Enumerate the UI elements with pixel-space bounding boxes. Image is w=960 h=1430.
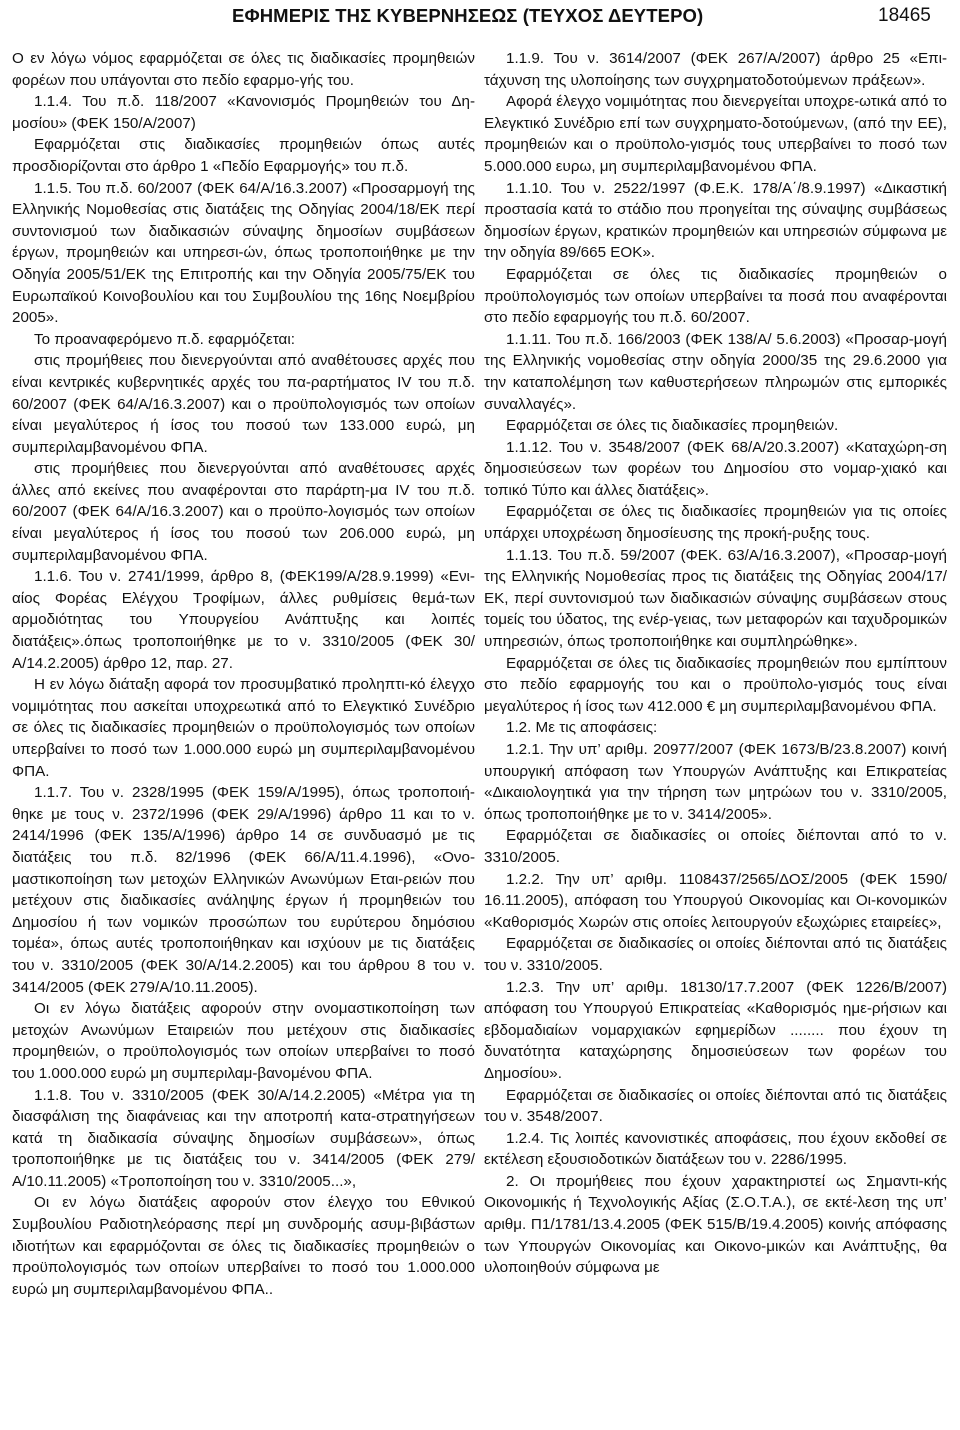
paragraph: Οι εν λόγω διατάξεις αφορούν στον έλεγχο του Εθνικού Συμβουλίου Ραδιοτηλεόρασης περί μη συνδρομής ασυμ-βιβάστων ιδιοτήτων και εφαρμόζονται σε όλες τις διαδικασίες προμηθειών ο προϋπολογισμός των οποίων υπερβαίνει το ποσό του 1.000.000 ευρώ μη συμπεριλαμβανομένου ΦΠΑ.. [12,1194,475,1298]
paragraph: 1.2.3. Την υπ’ αριθμ. 18130/17.7.2007 (ΦΕΚ 1226/Β/2007) απόφαση του Υπουργού Επικρατείας «Καθορισμός ημε-ρήσιων και εβδομαδιαίων νομαρχιακών εφημερίδων ........ που έχουν τη δυνατότητα καταχώρησης δημοσιεύσεων των φορέων του Δημοσίου». [484,978,947,1082]
right-column [484,48,947,1279]
paragraph: 1.2. Με τις αποφάσεις: [506,719,658,737]
paragraph: Εφαρμόζεται σε διαδικασίες οι οποίες διέπονται από το ν. 3310/2005. [484,827,947,866]
paragraph: Εφαρμόζεται σε όλες τις διαδικασίες προμηθειών για τις οποίες υπάρχει υποχρέωση δημοσίευσης της προκή-ρυξης τους. [484,503,947,543]
left-column [12,48,475,1300]
paragraph: 1.1.10. Του ν. 2522/1997 (Φ.Ε.Κ. 178/Α΄/8.9.1997) «Δικαστική προστασία κατά το στάδιο που προηγείται της σύναψης συμβάσεως δημοσίων έργων, κρατικών προμηθειών και υπηρεσιών σύμφωνα με την οδηγία 89/665 ΕΟΚ». [484,179,947,262]
paragraph: 1.2.4. Τις λοιπές κανονιστικές αποφάσεις, που έχουν εκδοθεί σε εκτέλεση εξουσιοδοτικών διατάξεων του ν. 2286/1995. [484,1129,947,1169]
paragraph: Εφαρμόζεται σε διαδικασίες οι οποίες διέπονται από τις διατάξεις του ν. 3310/2005. [484,935,947,974]
paragraph: 1.1.12. Του ν. 3548/2007 (ΦΕΚ 68/Α/20.3.2007) «Καταχώρη-ση δημοσιεύσεων των φορέων του Δημοσίου στο νομαρ-χιακό και τοπικό Τύπο και άλλες διατάξεις». [484,438,947,499]
paragraph: 1.1.7. Του ν. 2328/1995 (ΦΕΚ 159/Α/1995), όπως τροποποιή-θηκε με τους ν. 2372/1996 (ΦΕΚ 29/Α/1996) άρθρο 11 και το ν. 2414/1996 (ΦΕΚ 135/Α/1996) άρθρο 14 σε συνδυασμό με τις διατάξεις του π.δ. 82/1996 (ΦΕΚ 66/Α/11.4.1996), «Ονο-μαστικοποίηση των μετοχών Ελληνικών Ανωνύμων Εται-ρειών που μετέχουν στις διαδικασίες ανάληψης έργων ή προμηθειών του Δημοσίου ή των νομικών προσώπων του ευρύτερου δημόσιου τομέα», όπως αυτές τροποποιήθηκαν και ισχύουν με τις διατάξεις του ν. 3310/2005 (ΦΕΚ 30/Α/14.2.2005) και του άρθρου 8 του ν. 3414/2005 (ΦΕΚ 279/Α/10.11.2005). [12,784,475,996]
paragraph: 1.1.9. Του ν. 3614/2007 (ΦΕΚ 267/Α/2007) άρθρο 25 «Επι-τάχυνση της υλοποίησης των συγχρηματοδοτούμενων πράξεων». [484,50,947,89]
paragraph: στις προμήθειες που διενεργούνται από αναθέτουσες αρχές άλλες από εκείνες που αναφέρονται στο παράρτη-μα IV του π.δ. 60/2007 (ΦΕΚ 64/Α/16.3.2007) και ο προϋπο-λογισμός των οποίων είναι μεγαλύτερος ή ίσος του ποσού των 206.000 ευρώ, μη συμπεριλαμβανομένου ΦΠΑ. [12,460,475,564]
paragraph: 1.1.4. Του π.δ. 118/2007 «Κανονισμός Προμηθειών του Δη-μοσίου» (ΦΕΚ 150/Α/2007) [12,93,475,132]
paragraph: 1.1.8. Του ν. 3310/2005 (ΦΕΚ 30/Α/14.2.2005) «Μέτρα για τη διασφάλιση της διαφάνειας και την αποτροπή κατα-στρατηγήσεων κατά τη διαδικασία σύναψης δημοσίων συμβάσεων», όπως τροποποιήθηκε με τις διατάξεις του ν. 3414/2005 (ΦΕΚ 279/Α/10.11.2005) «Τροποποίηση του ν. 3310/2005...», [12,1086,475,1190]
paragraph: στις προμήθειες που διενεργούνται από αναθέτουσες αρχές που είναι κεντρικές κυβερνητικές αρχές του πα-ραρτήματος IV του π.δ. 60/2007 (ΦΕΚ 64/Α/16.3.2007) και ο προϋπολογισμός των οποίων είναι μεγαλύτερος ή ίσος του ποσού των 133.000 ευρώ, μη συμπεριλαμβανομένου ΦΠΑ. [12,352,475,456]
paragraph: Εφαρμόζεται στις διαδικασίες προμηθειών όπως αυτές προσδιορίζονται στο άρθρο 1 «Πεδίο Εφαρμογής» του π.δ. [12,136,475,175]
page-number: 18465 [878,5,931,26]
paragraph: Εφαρμόζεται σε όλες τις διαδικασίες προμηθειών που εμπίπτουν στο πεδίο εφαρμογής του και ο προϋπολο-γισμός τους είναι μεγαλύτερος ή ίσος των 412.000 € μη συμπεριλαμβανομένου ΦΠΑ. [484,654,947,715]
paragraph: Το προαναφερόμενο π.δ. εφαρμόζεται: [34,330,295,348]
paragraph: Εφαρμόζεται σε όλες τις διαδικασίες προμηθειών. [506,417,839,435]
paragraph: Η εν λόγω διάταξη αφορά τον προσυμβατικό προληπτι-κό έλεγχο νομιμότητας που ασκείται υποχρεωτικά από το Ελεγκτικό Συνέδριο σε όλες τις διαδικασίες προμηθειών ο προϋπολογισμός των οποίων υπερβαίνει το ποσό των 1.000.000 ευρώ μη συμπεριλαμβανομένου ΦΠΑ. [12,676,475,780]
paragraph: 1.2.1. Την υπ’ αριθμ. 20977/2007 (ΦΕΚ 1673/Β/23.8.2007) κοινή υπουργική απόφαση των Υπουργών Ανάπτυξης και Επικρατείας «Δικαιολογητικά για την τήρηση των μητρώων του ν. 3310/2005, όπως τροποποιήθηκε με το ν. 3414/2005». [484,741,947,823]
paragraph: 1.1.6. Του ν. 2741/1999, άρθρο 8, (ΦΕΚ199/Α/28.9.1999) «Ενι-αίος Φορέας Ελέγχου Τροφίμων, άλλες ρυθμίσεις θεμά-των αρμοδιότητας του Υπουργείου Ανάπτυξης και λοιπές διατάξεις».όπως τροποποιήθηκε με το ν. 3310/2005 (ΦΕΚ 30/Α/14.2.2005) άρθρο 12, παρ. 27. [12,568,475,672]
paragraph: Εφαρμόζεται σε διαδικασίες οι οποίες διέπονται από τις διατάξεις του ν. 3548/2007. [484,1086,947,1126]
paragraph: Οι εν λόγω διατάξεις αφορούν στην ονομαστικοποίηση των μετοχών Ανωνύμων Εταιρειών που μετέχουν στις διαδικασίες προμηθειών, ο προϋπολογισμός των οποίων υπερβαίνει το ποσό του 1.000.000 ευρώ μη συμπεριλαμ-βανομένου ΦΠΑ. [12,1000,475,1082]
paragraph: Αφορά έλεγχο νομιμότητας που διενεργείται υποχρε-ωτικά από το Ελεγκτικό Συνέδριο επί των συγχρηματο-δοτούμενων, (από την ΕΕ), προμηθειών και ο προϋπολο-γισμός τους υπερβαίνει το ποσό των 5.000.000 ευρω, μη συμπεριλαμβανομένου ΦΠΑ. [484,93,947,175]
paragraph: 1.1.13. Του π.δ. 59/2007 (ΦΕΚ. 63/Α/16.3.2007), «Προσαρ-μογή της Ελληνικής Νομοθεσίας προς τις διατάξεις της Οδηγίας 2004/17/ΕΚ, περί συντονισμού των διαδικασιών σύναψης συμβάσεων στους τομείς του ύδατος, της ενέρ-γειας, των μεταφορών και ταχυδρομικών υπηρεσιών, όπως τροποποιήθηκε και συμπληρώθηκε». [484,546,947,651]
paragraph: 1.1.11. Του π.δ. 166/2003 (ΦΕΚ 138/Α/ 5.6.2003) «Προσαρ-μογή της Ελληνικής νομοθεσίας στην οδηγία 2000/35 της 29.6.2000 για την καταπολέμηση των καθυστερήσεων πληρωμών στις εμπορικές συναλλαγές». [484,330,947,413]
page-header [0,0,960,46]
paragraph: 2. Οι προμήθειες που έχουν χαρακτηριστεί ως Σημαντι-κής Οικονομικής ή Τεχνολογικής Αξίας (Σ.Ο.Τ.Α.), σε εκτέ-λεση της υπ’ αριθμ. Π1/1781/13.4.2005 (ΦΕΚ 515/Β/19.4.2005) κοινής απόφασης των Υπουργών Οικονομίας και Οικονο-μικών και Ανάπτυξης, θα υλοποιηθούν σύμφωνα με [484,1172,947,1277]
gazette-title: ΕΦΗΜΕΡΙΣ ΤΗΣ ΚΥΒΕΡΝΗΣΕΩΣ (ΤΕΥΧΟΣ ΔΕΥΤΕΡΟ) [232,5,704,26]
paragraph: Εφαρμόζεται σε όλες τις διαδικασίες προμηθειών ο προϋπολογισμός των οποίων υπερβαίνει τα ποσά που αναφέρονται στο πεδίο εφαρμογής του π.δ. 60/2007. [484,265,947,327]
paragraph: 1.1.5. Του π.δ. 60/2007 (ΦΕΚ 64/Α/16.3.2007) «Προσαρμογή της Ελληνικής Νομοθεσίας στις διατάξεις της Οδηγίας 2004/18/ΕΚ περί συντονισμού των διαδικασιών σύναψης δημοσίων συμβάσεων έργων, προμηθειών και υπηρεσι-ών, όπως τροποποιήθηκε με την Οδηγία 2005/51/ΕΚ της Επιτροπής και την Οδηγία 2005/75/ΕΚ του Ευρωπαϊκού Κοινοβουλίου και του Συμβουλίου της 16ης Νοεμβρίου 2005». [12,179,475,327]
paragraph: 1.2.2. Την υπ’ αριθμ. 1108437/2565/ΔΟΣ/2005 (ΦΕΚ 1590/ 16.11.2005), απόφαση του Υπουργού Οικονομίας και Οι-κονομικών «Καθορισμός Χωρών στις οποίες λειτουργούν εξωχώριες εταιρείες», [484,870,947,931]
paragraph: Ο εν λόγω νόμος εφαρμόζεται σε όλες τις διαδικασίες προμηθειών φορέων που υπάγονται στο πεδίο εφαρμο-γής του. [12,50,475,89]
